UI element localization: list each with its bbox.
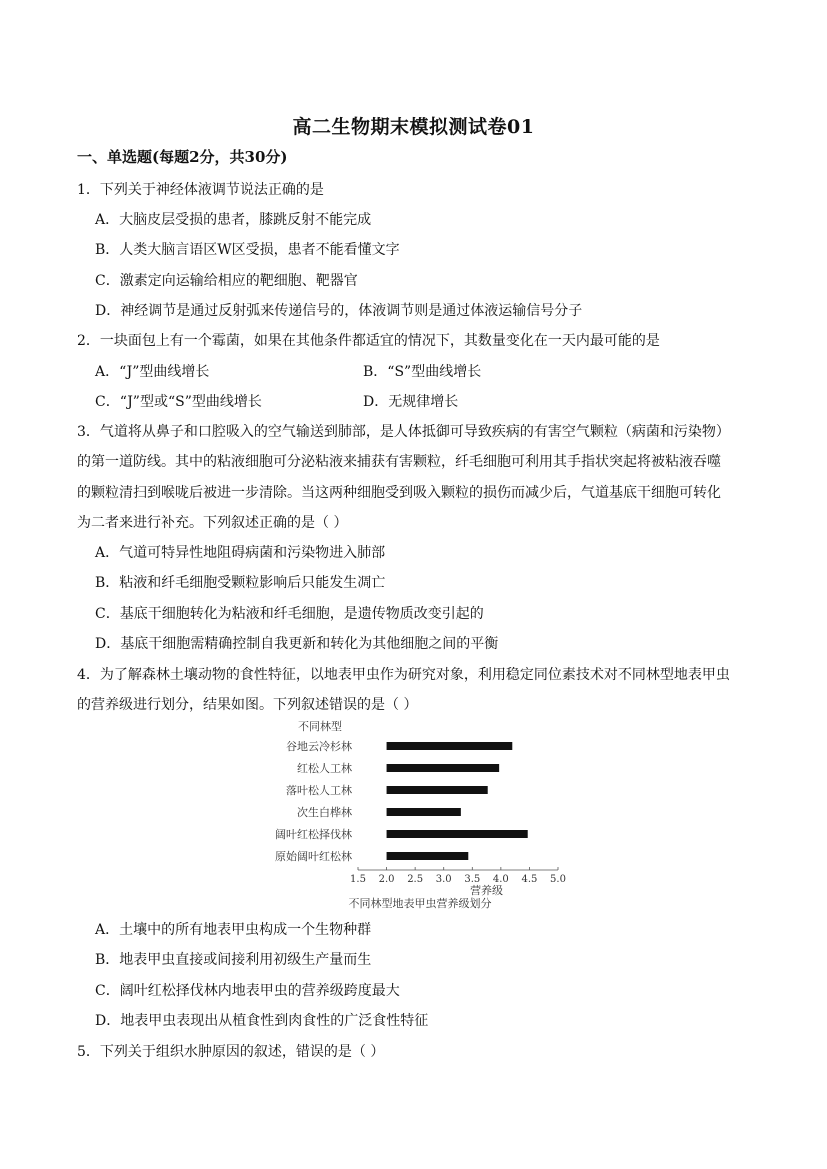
chart-tick-label: 2.5 — [407, 874, 424, 885]
chart-category-label: 谷地云冷杉林 — [286, 740, 352, 753]
question-4-stem-line: 4．为了解森林土壤动物的食性特征，以地表甲虫作为研究对象，利用稳定同位素技术对不同林型地表甲虫 — [77, 667, 730, 683]
question-3-option-a: A．气道可特异性地阻碍病菌和污染物进入肺部 — [95, 545, 386, 561]
question-1-option-c: C．激素定向运输给相应的靶细胞、靶器官 — [95, 273, 358, 289]
question-3-stem-line: 3．气道将从鼻子和口腔吸入的空气输送到肺部，是人体抵御可导致疾病的有害空气颗粒（病菌和污染物） — [77, 424, 730, 440]
question-3-stem-line: 的颗粒清扫到喉咙后被进一步清除。当这两种细胞受到吸入颗粒的损伤而减少后，气道基底干细胞可转化 — [77, 485, 721, 501]
chart-tick-label: 2.0 — [378, 874, 395, 885]
chart-caption: 不同林型地表甲虫营养级划分 — [348, 897, 492, 910]
chart-category-label: 次生白桦林 — [297, 806, 352, 819]
chart-bar — [387, 808, 461, 816]
question-1-option-d: D．神经调节是通过反射弧来传递信号的，体液调节则是通过体液运输信号分子 — [95, 303, 583, 319]
question-4-option-c: C．阔叶红松择伐林内地表甲虫的营养级跨度最大 — [95, 983, 400, 999]
question-2-stem: 2．一块面包上有一个霉菌，如果在其他条件都适宜的情况下，其数量变化在一天内最可能的是 — [77, 333, 660, 349]
chart-bar — [387, 830, 528, 838]
chart-tick-label: 5.0 — [550, 874, 566, 885]
chart-tick-label: 4.0 — [492, 874, 509, 885]
question-3-option-d: D．基底干细胞需精确控制自我更新和转化为其他细胞之间的平衡 — [95, 636, 499, 652]
section-heading: 一、单选题(每题2分，共30分) — [77, 148, 288, 166]
question-3-option-b: B．粘液和纤毛细胞受颗粒影响后只能发生凋亡 — [95, 575, 386, 591]
question-5-stem: 5．下列关于组织水肿原因的叙述，错误的是（ ） — [77, 1044, 385, 1060]
chart-category-label: 阔叶红松择伐林 — [275, 828, 352, 841]
chart-bar — [387, 852, 469, 860]
question-4-option-a: A．土壤中的所有地表甲虫构成一个生物种群 — [95, 922, 372, 938]
trophic-level-chart — [260, 716, 580, 916]
question-4-stem-line: 的营养级进行划分，结果如图。下列叙述错误的是（ ） — [77, 697, 418, 713]
chart-bar — [387, 742, 513, 750]
question-1-stem: 1．下列关于神经体液调节说法正确的是 — [77, 182, 324, 198]
question-2-option-b: B．“S”型曲线增长 — [363, 364, 482, 380]
chart-tick-label: 4.5 — [521, 874, 538, 885]
question-2-option-a: A．“J”型曲线增长 — [95, 364, 210, 380]
question-4-option-d: D．地表甲虫表现出从植食性到肉食性的广泛食性特征 — [95, 1013, 429, 1029]
chart-tick-label: 1.5 — [350, 874, 366, 885]
chart-category-labels — [275, 739, 352, 863]
chart-bar — [387, 786, 488, 794]
question-3-stem-line: 为二者来进行补充。下列叙述正确的是（ ） — [77, 515, 348, 531]
question-3-option-c: C．基底干细胞转化为粘液和纤毛细胞，是遗传物质改变引起的 — [95, 606, 484, 622]
chart-x-axis-label: 营养级 — [470, 884, 504, 897]
chart-category-label: 落叶松人工林 — [286, 784, 352, 797]
question-2-option-c: C．“J”型或“S”型曲线增长 — [95, 394, 262, 410]
question-1-option-a: A．大脑皮层受损的患者，膝跳反射不能完成 — [95, 212, 372, 228]
chart-tick-label: 3.0 — [435, 874, 452, 885]
question-1-option-b: B．人类大脑言语区W区受损，患者不能看懂文字 — [95, 242, 400, 258]
chart-bar — [387, 764, 500, 772]
chart-category-label: 原始阔叶红松林 — [275, 850, 352, 863]
chart-bars — [387, 742, 528, 860]
question-4-option-b: B．地表甲虫直接或间接利用初级生产量而生 — [95, 952, 372, 968]
chart-y-axis-label: 不同林型 — [298, 720, 342, 733]
chart-tick-label: 3.5 — [464, 874, 481, 885]
page-title: 高二生物期末模拟测试卷01 — [292, 116, 535, 138]
question-3-stem-line: 的第一道防线。其中的粘液细胞可分泌粘液来捕获有害颗粒，纤毛细胞可利用其手指状突起将被粘液吞噬 — [77, 454, 721, 470]
question-2-option-d: D．无规律增长 — [363, 394, 459, 410]
chart-category-label: 红松人工林 — [297, 762, 352, 775]
